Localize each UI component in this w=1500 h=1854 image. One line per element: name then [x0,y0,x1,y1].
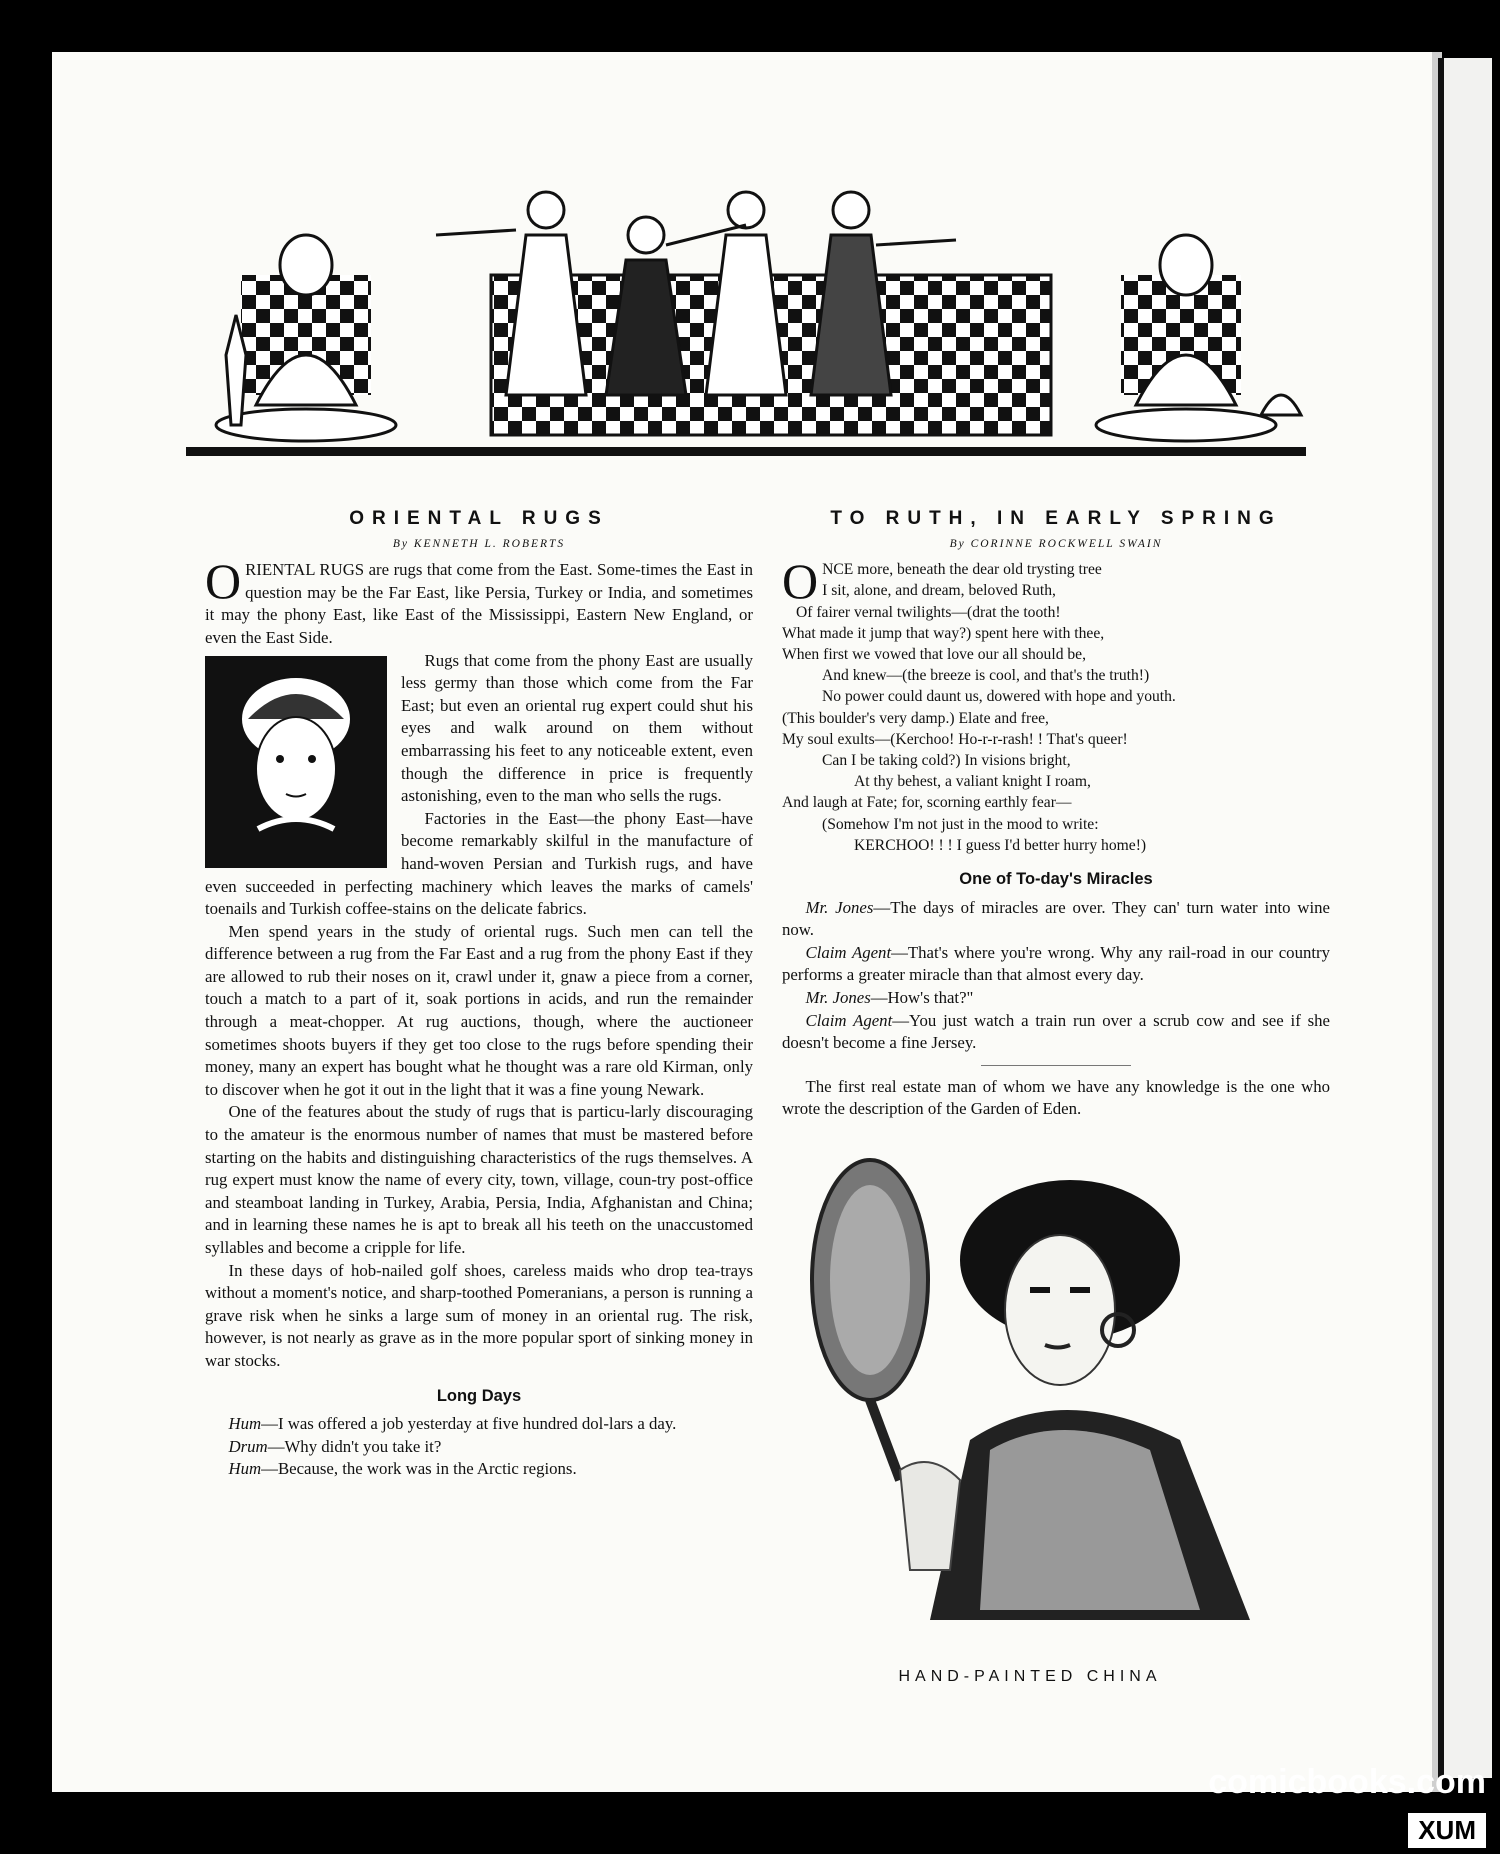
poem-line: (This boulder's very damp.) Elate and free, [782,709,1049,727]
poem-line: And laugh at Fate; for, scorning earthly fear— [782,794,1072,812]
article-byline: By KENNETH L. ROBERTS [392,537,566,550]
facing-page-edge [1438,58,1492,1778]
poem-drop-cap: O [782,553,819,610]
long-days-line-2: Drum—Why didn't you take it? [228,1436,442,1456]
miracles-heading: One of To-day's Miracles [959,870,1153,889]
poem-line: When first we vowed that love our all should be, [782,646,1087,663]
to-ruth-poem-column [782,508,1330,1121]
poem-line: My soul exults—(Kerchoo! Ho-r-r-rash! ! That's queer! [782,730,1128,748]
paragraph-4: Men spend years in the study of oriental rugs. Such men can tell the difference between a rug from the Far East and a rug from the phony East if they are allowed to rub their noses on it, crawl under it, gnaw a piece from a corner, touch a match to a part of it, soak portions in acids, and run the remainder through a meat-chopper. At rug auctions, though, where the auctioneer sometimes shoots buyers if they get too close to the rugs before spending their money, many an expert has bought what he thought was a rare old Kirman, only to discover when he got it out in the light that it was a fine young Newark. [205,921,753,1099]
oriental-rugs-article [205,508,753,1481]
miracles-line-1: Mr. Jones—The days of miracles are over. They can' turn water into wine now. [782,897,1331,940]
poem-line: (Somehow I'm not just in the mood to write: [822,815,1099,833]
paragraph-6: In these days of hob-nailed golf shoes, careless maids who drop tea-trays without a moment's notice, and sharp-toothed Pomeranians, a person is running a grave risk when he sinks a large sum of money in an oriental rug. The risk, however, is not nearly as grave as in the more popular sport of sinking money in war stocks. [205,1260,753,1370]
watermark-site: comicbooks.com [1208,1763,1486,1801]
turbaned-woman-portrait [205,656,387,868]
poem-line: At thy behest, a valiant knight I roam, [854,773,1091,791]
article-title: ORIENTAL RUGS [349,508,609,529]
poem-line: What made it jump that way?) spent here with thee, [782,624,1105,642]
woman-with-mirror-illustration [800,1150,1320,1650]
long-days-line-1: Hum—I was offered a job yesterday at five hundred dol-lars a day. [228,1414,677,1434]
poem-line: Of fairer vernal twilights—(drat the tooth! [796,603,1061,621]
illustration-caption: HAND-PAINTED CHINA [898,1668,1162,1685]
poem-line: I sit, alone, and dream, beloved Ruth, [822,582,1056,600]
long-days-heading: Long Days [436,1386,522,1405]
paragraph-2: Rugs that come from the phony East are usually less germy than those which come from the Far East; but even an oriental rug expert could shut his eyes and walk around on them without embarrassing his feet to any noticeable extent, even though the difference in price is frequently astonishing, even to the man who sells the rugs. [401,650,753,806]
watermark-tag: XUM [1408,1813,1486,1848]
miracles-line-4: Claim Agent—You just watch a train run over a scrub cow and see if she doesn't become a fine Jersey. [782,1010,1330,1053]
poem-line: NCE more, beneath the dear old trysting tree [822,561,1102,579]
poem-byline: By CORINNE ROCKWELL SWAIN [949,537,1163,550]
poem-line: No power could daunt us, dowered with hope and youth. [822,688,1176,706]
drop-cap: O [205,553,242,610]
dancers-frieze-illustration [186,155,1306,485]
poem-line: KERCHOO! ! ! I guess I'd better hurry home!) [854,836,1147,854]
poem-line: Can I be taking cold?) In visions bright, [822,752,1071,770]
eden-joke: The first real estate man of whom we have any knowledge is the one who wrote the description of the Garden of Eden. [782,1076,1330,1119]
paragraph-3: Factories in the East—the phony East—have become remarkably skilful in the manufacture of hand-woven Persian and Turkish rugs, and have even succeeded in perfecting machinery which leaves the marks of camels' toenails and Turkish coffee-stains on the delicate fabrics. [205,808,753,919]
long-days-line-3: Hum—Because, the work was in the Arctic regions. [228,1459,577,1479]
poem-title: TO RUTH, IN EARLY SPRING [830,508,1282,529]
poem-body [782,553,1330,856]
divider-rule [981,1065,1131,1066]
miracles-line-3: Mr. Jones—How's that?" [805,988,974,1007]
paragraph-5: One of the features about the study of rugs that is particu-larly discouraging to the amateur is the enormous number of names that must be mastered before starting on the habits and distinguishing characteristics of the rugs themselves. A rug expert must know the name of every city, town, village, coun-try post-office and steamboat landing in Turkey, Arabia, Persia, India, Afghanistan and China; and in learning these names he is apt to break all his teeth on the unaccustomed syllables and become a cripple for life. [205,1102,753,1257]
miracles-line-2: Claim Agent—That's where you're wrong. Why any rail-road in our country performs a greater miracle than that almost every day. [782,942,1330,985]
paragraph-1: ORIENTAL RUGS are rugs that come from the East. Some-times the East in question may be the Far East, like Persia, Turkey or India, and sometimes it may the phony East, like East of the Mississippi, Eastern New England, or even the East Side. [205,553,753,647]
poem-line: And knew—(the breeze is cool, and that's the truth!) [822,667,1150,685]
